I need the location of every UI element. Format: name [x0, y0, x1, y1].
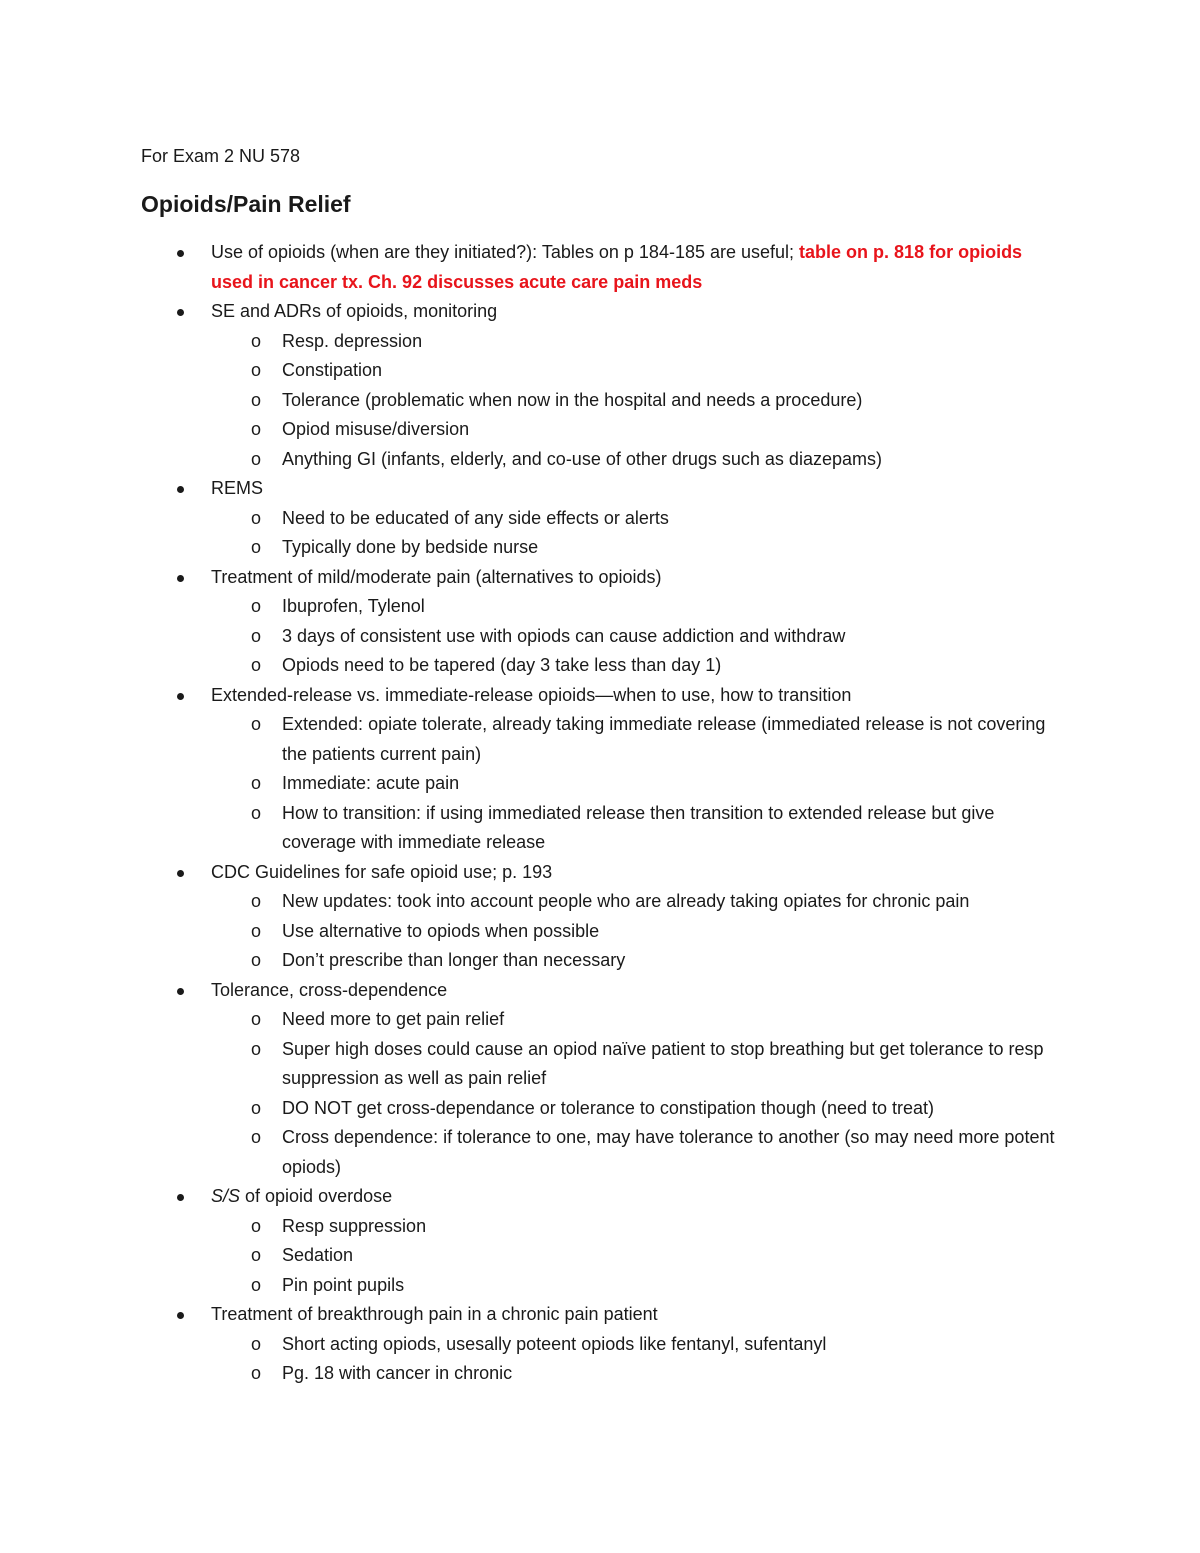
bullet-item-text: Extended-release vs. immediate-release opioids—when to use, how to transition: [211, 684, 852, 705]
bullet-item: [141, 1182, 1061, 1212]
bullet-item-text: of opioid overdose: [240, 1186, 393, 1206]
sub-bullet-item: [141, 799, 1061, 858]
sub-bullet-icon: o: [250, 596, 261, 616]
sub-bullet-icon: o: [250, 1333, 261, 1354]
bullet-item-text: REMS: [211, 478, 264, 498]
sub-bullet-item: [141, 533, 1061, 563]
sub-bullet-text: Resp. depression: [282, 330, 423, 351]
sub-bullet-item: [141, 1330, 1061, 1360]
sub-bullet-item: [141, 710, 1061, 769]
sub-bullet-text: Immediate: acute pain: [282, 773, 460, 793]
bullet-item: [141, 297, 1061, 327]
sub-bullet-text: Anything GI (infants, elderly, and co-use of other drugs such as diazepams): [282, 448, 882, 469]
bullet-icon: [177, 1194, 184, 1201]
bullet-item-italic-prefix: S/S: [211, 1186, 241, 1206]
sub-bullet-item: [141, 1271, 1061, 1301]
sub-bullet-icon: o: [250, 625, 261, 646]
sub-bullet-icon: o: [250, 655, 261, 675]
sub-bullet-item: [141, 1094, 1061, 1124]
sub-bullet-item: [141, 917, 1061, 947]
sub-bullet-icon: o: [250, 389, 261, 410]
sub-bullet-icon: o: [250, 920, 261, 941]
sub-bullet-icon: o: [250, 537, 261, 557]
sub-bullet-text: New updates: took into account people who are already taking opiates for chronic pain: [282, 891, 970, 911]
sub-bullet-item: [141, 651, 1061, 681]
sub-bullet-item: [141, 356, 1061, 386]
sub-bullet-icon: o: [250, 330, 261, 351]
bullet-icon: [177, 309, 184, 316]
bullet-item-text: Tolerance, cross-dependence: [211, 979, 448, 1000]
bullet-item-emphasis: table on p. 818 for opioids used in cancer tx. Ch. 92 discusses acute care pain meds: [211, 242, 1023, 292]
sub-bullet-text: Don’t prescribe than longer than necessary: [282, 950, 626, 970]
bullet-icon: [177, 1312, 184, 1319]
sub-bullet-text: How to transition: if using immediated release then transition to extended release but give coverage with immediate release: [282, 802, 995, 852]
sub-bullet-icon: o: [250, 419, 261, 439]
sub-bullet-item: [141, 1123, 1061, 1182]
sub-bullet-text: Use alternative to opiods when possible: [282, 920, 600, 941]
sub-bullet-icon: o: [250, 1215, 261, 1236]
bullet-item-text: CDC Guidelines for safe opioid use; p. 193: [211, 861, 553, 882]
sub-bullet-icon: o: [250, 1097, 261, 1118]
sub-bullet-item: [141, 415, 1061, 445]
sub-bullet-item: [141, 946, 1061, 976]
sub-bullet-text: DO NOT get cross-dependance or tolerance to constipation though (need to treat): [282, 1097, 935, 1118]
sub-bullet-icon: o: [250, 507, 261, 528]
sub-bullet-text: Ibuprofen, Tylenol: [282, 596, 425, 616]
sub-bullet-item: [141, 592, 1061, 622]
bullet-icon: [177, 575, 184, 582]
sub-bullet-icon: o: [250, 714, 261, 734]
sub-bullet-item: [141, 1359, 1061, 1389]
sub-bullet-icon: o: [250, 802, 261, 823]
sub-bullet-item: [141, 622, 1061, 652]
sub-bullet-icon: o: [250, 1038, 261, 1059]
bullet-icon: [177, 988, 184, 995]
bullet-item: [141, 681, 1061, 711]
sub-bullet-text: Pg. 18 with cancer in chronic: [282, 1363, 513, 1383]
sub-bullet-icon: o: [250, 360, 261, 380]
sub-bullet-item: [141, 504, 1061, 534]
sub-bullet-text: Sedation: [282, 1245, 354, 1265]
sub-bullet-icon: o: [250, 448, 261, 469]
sub-bullet-icon: o: [250, 891, 261, 911]
bullet-item: [141, 858, 1061, 888]
sub-bullet-text: Cross dependence: if tolerance to one, may have tolerance to another (so may need more potent opiods): [282, 1127, 1055, 1177]
sub-bullet-text: 3 days of consistent use with opiods can cause addiction and withdraw: [282, 625, 846, 646]
sub-bullet-item: [141, 445, 1061, 475]
sub-bullet-text: Super high doses could cause an opiod naïve patient to stop breathing but get tolerance to resp suppression as well as pain relief: [282, 1038, 1044, 1088]
bullet-item: [141, 474, 1061, 504]
sub-bullet-text: Extended: opiate tolerate, already taking immediate release (immediated release is not covering the patients current pain): [282, 714, 1046, 764]
bullet-icon: [177, 693, 184, 700]
sub-bullet-item: [141, 1005, 1061, 1035]
sub-bullet-item: [141, 1212, 1061, 1242]
sub-bullet-icon: o: [250, 773, 261, 793]
document-subtitle: For Exam 2 NU 578: [141, 146, 301, 166]
bullet-icon: [177, 870, 184, 877]
bullet-item: [141, 563, 1061, 593]
bullet-item-text: Use of opioids (when are they initiated?): Tables on p 184-185 are useful;: [211, 242, 800, 262]
sub-bullet-text: Constipation: [282, 360, 383, 380]
sub-bullet-text: Short acting opiods, usesally poteent opiods like fentanyl, sufentanyl: [282, 1333, 827, 1354]
sub-bullet-text: Pin point pupils: [282, 1274, 405, 1295]
sub-bullet-text: Opiod misuse/diversion: [282, 419, 470, 439]
sub-bullet-text: Need to be educated of any side effects or alerts: [282, 507, 669, 528]
sub-bullet-icon: o: [250, 1245, 261, 1265]
sub-bullet-text: Opiods need to be tapered (day 3 take less than day 1): [282, 655, 722, 675]
bullet-item-text: Treatment of mild/moderate pain (alternatives to opioids): [211, 566, 662, 587]
bullet-item: [141, 976, 1061, 1006]
sub-bullet-item: [141, 386, 1061, 416]
sub-bullet-icon: o: [250, 1363, 261, 1383]
sub-bullet-icon: o: [250, 1009, 261, 1029]
sub-bullet-text: Typically done by bedside nurse: [282, 537, 539, 557]
sub-bullet-icon: o: [250, 1127, 261, 1147]
sub-bullet-item: [141, 769, 1061, 799]
sub-bullet-icon: o: [250, 1274, 261, 1295]
bullet-icon: [177, 486, 184, 493]
sub-bullet-item: [141, 1241, 1061, 1271]
sub-bullet-icon: o: [250, 950, 261, 970]
bullet-icon: [177, 250, 184, 257]
bullet-item: [141, 238, 1061, 297]
sub-bullet-item: [141, 327, 1061, 357]
section-heading: Opioids/Pain Relief: [141, 191, 351, 217]
bullet-item: [141, 1300, 1061, 1330]
sub-bullet-item: [141, 887, 1061, 917]
bullet-outline: [141, 238, 1061, 1389]
sub-bullet-text: Resp suppression: [282, 1215, 427, 1236]
sub-bullet-text: Tolerance (problematic when now in the hospital and needs a procedure): [282, 389, 863, 410]
sub-bullet-text: Need more to get pain relief: [282, 1009, 505, 1029]
sub-bullet-item: [141, 1035, 1061, 1094]
bullet-item-text: Treatment of breakthrough pain in a chronic pain patient: [211, 1304, 658, 1324]
bullet-item-text: SE and ADRs of opioids, monitoring: [211, 301, 498, 321]
